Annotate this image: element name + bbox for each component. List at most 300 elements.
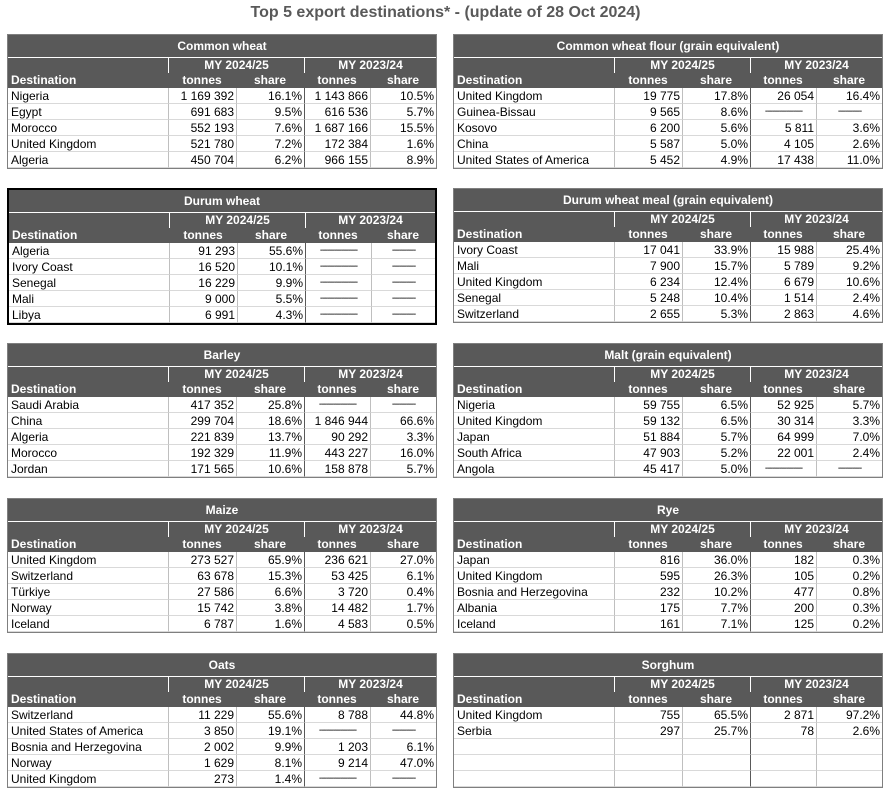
header-tonnes: tonnes	[169, 228, 237, 243]
header-my-prev: MY 2023/24	[305, 213, 435, 228]
tonnes-current-cell: 19 775	[614, 88, 682, 104]
panel-title: Oats	[8, 654, 436, 677]
destination-cell: Norway	[8, 600, 168, 616]
tonnes-current-cell: 2 002	[168, 739, 236, 755]
tonnes-prev-cell: 15 988	[750, 242, 816, 258]
tonnes-current-cell: 9 000	[169, 291, 237, 307]
share-current-cell: 5.2%	[682, 445, 750, 461]
destination-cell: Iceland	[454, 616, 614, 632]
share-prev-cell: 3.3%	[816, 413, 882, 429]
header-my-current: MY 2024/25	[614, 522, 750, 537]
empty-cell	[816, 739, 882, 755]
share-prev-dash: ----------	[370, 723, 436, 739]
share-prev-cell: 0.3%	[816, 600, 882, 616]
header-my-prev: MY 2023/24	[304, 58, 436, 73]
tonnes-current-cell: 192 329	[168, 445, 236, 461]
share-prev-cell: 7.0%	[816, 429, 882, 445]
share-prev-cell: 25.4%	[816, 242, 882, 258]
tonnes-current-cell: 6 234	[614, 274, 682, 290]
share-prev-cell: 0.5%	[370, 616, 436, 632]
destination-cell: Switzerland	[454, 306, 614, 322]
header-spacer	[454, 367, 614, 382]
panel-title: Sorghum	[454, 654, 882, 677]
panel-barley	[7, 343, 437, 478]
header-tonnes: tonnes	[750, 692, 816, 707]
header-my-prev: MY 2023/24	[750, 677, 882, 692]
header-destination: Destination	[454, 227, 614, 242]
destination-cell: Iceland	[8, 616, 168, 632]
tonnes-prev-dash: ----------------	[750, 104, 816, 120]
share-current-cell: 16.1%	[236, 88, 304, 104]
tonnes-current-cell: 232	[614, 584, 682, 600]
empty-cell	[682, 771, 750, 787]
share-prev-cell: 0.3%	[816, 552, 882, 568]
header-destination: Destination	[8, 537, 168, 552]
share-prev-cell: 4.6%	[816, 306, 882, 322]
destination-cell: Albania	[454, 600, 614, 616]
header-tonnes: tonnes	[750, 537, 816, 552]
tonnes-prev-cell: 182	[750, 552, 816, 568]
header-my-prev: MY 2023/24	[750, 58, 882, 73]
tonnes-current-cell: 691 683	[168, 104, 236, 120]
tonnes-prev-cell: 17 438	[750, 152, 816, 168]
share-current-cell: 65.9%	[236, 552, 304, 568]
share-prev-cell: 11.0%	[816, 152, 882, 168]
tonnes-current-cell: 59 755	[614, 397, 682, 413]
share-current-cell: 25.8%	[236, 397, 304, 413]
share-prev-cell: 10.5%	[370, 88, 436, 104]
panel-durum-wheat	[7, 188, 437, 325]
share-current-cell: 8.1%	[236, 755, 304, 771]
share-prev-cell: 2.4%	[816, 445, 882, 461]
panel-title: Rye	[454, 499, 882, 522]
destination-cell: United Kingdom	[454, 568, 614, 584]
share-current-cell: 5.7%	[682, 429, 750, 445]
header-my-prev: MY 2023/24	[750, 522, 882, 537]
share-current-cell: 15.3%	[236, 568, 304, 584]
tonnes-current-cell: 91 293	[169, 243, 237, 259]
destination-cell: Switzerland	[8, 707, 168, 723]
header-share: share	[236, 537, 304, 552]
share-prev-cell: 0.2%	[816, 616, 882, 632]
destination-cell: Mali	[454, 258, 614, 274]
destination-cell: United Kingdom	[8, 771, 168, 787]
panel-title: Malt (grain equivalent)	[454, 344, 882, 367]
share-current-cell: 6.6%	[236, 584, 304, 600]
header-destination: Destination	[8, 692, 168, 707]
header-spacer	[8, 522, 168, 537]
tonnes-prev-cell: 14 482	[304, 600, 370, 616]
export-table	[454, 367, 882, 477]
tonnes-current-cell: 6 991	[169, 307, 237, 323]
share-current-cell: 1.6%	[236, 616, 304, 632]
share-prev-dash: ----------	[371, 307, 435, 323]
header-tonnes: tonnes	[304, 537, 370, 552]
tonnes-current-cell: 161	[614, 616, 682, 632]
header-tonnes: tonnes	[614, 692, 682, 707]
tonnes-prev-cell: 477	[750, 584, 816, 600]
header-tonnes: tonnes	[750, 73, 816, 88]
header-share: share	[370, 537, 436, 552]
panel-rye	[453, 498, 883, 633]
destination-cell: Norway	[8, 755, 168, 771]
tonnes-prev-dash: ----------------	[304, 771, 370, 787]
tonnes-prev-cell: 1 846 944	[304, 413, 370, 429]
panel-title: Common wheat flour (grain equivalent)	[454, 35, 882, 58]
destination-cell: Türkiye	[8, 584, 168, 600]
share-current-cell: 6.5%	[682, 397, 750, 413]
share-current-cell: 9.5%	[236, 104, 304, 120]
tonnes-prev-dash: ----------------	[304, 397, 370, 413]
tonnes-current-cell: 755	[614, 707, 682, 723]
export-table	[8, 522, 436, 632]
destination-cell: Bosnia and Herzegovina	[454, 584, 614, 600]
share-prev-cell: 16.4%	[816, 88, 882, 104]
header-spacer	[8, 58, 168, 73]
share-prev-cell: 2.4%	[816, 290, 882, 306]
tonnes-current-cell: 552 193	[168, 120, 236, 136]
share-prev-cell: 0.8%	[816, 584, 882, 600]
share-prev-cell: 3.6%	[816, 120, 882, 136]
tonnes-prev-cell: 616 536	[304, 104, 370, 120]
header-share: share	[682, 73, 750, 88]
share-prev-cell: 2.6%	[816, 136, 882, 152]
header-share: share	[236, 73, 304, 88]
tonnes-current-cell: 5 248	[614, 290, 682, 306]
header-my-prev: MY 2023/24	[304, 367, 436, 382]
destination-cell: Libya	[9, 307, 169, 323]
header-share: share	[236, 692, 304, 707]
export-table	[8, 367, 436, 477]
tonnes-prev-cell: 3 720	[304, 584, 370, 600]
tonnes-current-cell: 5 587	[614, 136, 682, 152]
destination-cell: Kosovo	[454, 120, 614, 136]
tonnes-current-cell: 45 417	[614, 461, 682, 477]
tonnes-current-cell: 17 041	[614, 242, 682, 258]
header-share: share	[682, 227, 750, 242]
export-table	[8, 677, 436, 787]
panel-title: Common wheat	[8, 35, 436, 58]
destination-cell: Jordan	[8, 461, 168, 477]
export-table	[454, 677, 882, 787]
share-current-cell: 3.8%	[236, 600, 304, 616]
panel-durum-wheat-meal-grain-equivalent	[453, 188, 883, 323]
share-current-cell: 10.1%	[237, 259, 305, 275]
destination-cell: China	[8, 413, 168, 429]
share-current-cell: 7.2%	[236, 136, 304, 152]
tonnes-current-cell: 450 704	[168, 152, 236, 168]
header-share: share	[816, 537, 882, 552]
header-tonnes: tonnes	[304, 73, 370, 88]
header-my-current: MY 2024/25	[168, 677, 304, 692]
header-tonnes: tonnes	[304, 692, 370, 707]
destination-cell: Japan	[454, 552, 614, 568]
tonnes-current-cell: 11 229	[168, 707, 236, 723]
tonnes-current-cell: 417 352	[168, 397, 236, 413]
tonnes-prev-cell: 1 203	[304, 739, 370, 755]
tonnes-current-cell: 27 586	[168, 584, 236, 600]
tonnes-current-cell: 9 565	[614, 104, 682, 120]
tonnes-current-cell: 7 900	[614, 258, 682, 274]
empty-cell	[750, 755, 816, 771]
share-prev-dash: ----------	[816, 104, 882, 120]
header-tonnes: tonnes	[614, 537, 682, 552]
header-destination: Destination	[8, 382, 168, 397]
tonnes-prev-dash: ----------------	[305, 291, 371, 307]
panel-oats	[7, 653, 437, 788]
tonnes-prev-cell: 1 687 166	[304, 120, 370, 136]
tonnes-prev-cell: 105	[750, 568, 816, 584]
tonnes-current-cell: 175	[614, 600, 682, 616]
tonnes-prev-dash: ----------------	[304, 723, 370, 739]
tonnes-prev-cell: 172 384	[304, 136, 370, 152]
tonnes-prev-cell: 158 878	[304, 461, 370, 477]
share-current-cell: 10.4%	[682, 290, 750, 306]
header-my-current: MY 2024/25	[168, 367, 304, 382]
tonnes-prev-cell: 52 925	[750, 397, 816, 413]
header-destination: Destination	[8, 73, 168, 88]
share-prev-cell: 5.7%	[816, 397, 882, 413]
panel-common-wheat	[7, 34, 437, 169]
header-tonnes: tonnes	[614, 73, 682, 88]
share-current-cell: 5.6%	[682, 120, 750, 136]
tonnes-prev-cell: 26 054	[750, 88, 816, 104]
tonnes-current-cell: 1 629	[168, 755, 236, 771]
destination-cell: Angola	[454, 461, 614, 477]
header-tonnes: tonnes	[305, 228, 371, 243]
destination-cell: Japan	[454, 429, 614, 445]
panel-title: Barley	[8, 344, 436, 367]
tonnes-current-cell: 6 787	[168, 616, 236, 632]
destination-cell: Saudi Arabia	[8, 397, 168, 413]
header-tonnes: tonnes	[614, 227, 682, 242]
destination-cell: Morocco	[8, 120, 168, 136]
share-current-cell: 10.6%	[236, 461, 304, 477]
share-current-cell: 4.3%	[237, 307, 305, 323]
tonnes-current-cell: 2 655	[614, 306, 682, 322]
header-destination: Destination	[454, 73, 614, 88]
export-table	[454, 58, 882, 168]
destination-cell: United Kingdom	[454, 88, 614, 104]
tonnes-prev-dash: ----------------	[305, 307, 371, 323]
header-share: share	[371, 228, 435, 243]
header-share: share	[816, 692, 882, 707]
empty-cell	[614, 771, 682, 787]
share-current-cell: 5.3%	[682, 306, 750, 322]
header-my-current: MY 2024/25	[614, 58, 750, 73]
share-prev-cell: 15.5%	[370, 120, 436, 136]
share-current-cell: 8.6%	[682, 104, 750, 120]
destination-cell: Algeria	[8, 152, 168, 168]
tonnes-prev-cell: 6 679	[750, 274, 816, 290]
empty-cell	[816, 771, 882, 787]
panel-title: Durum wheat meal (grain equivalent)	[454, 189, 882, 212]
share-prev-cell: 5.7%	[370, 461, 436, 477]
share-current-cell: 10.2%	[682, 584, 750, 600]
share-prev-cell: 44.8%	[370, 707, 436, 723]
header-spacer	[8, 677, 168, 692]
share-current-cell: 11.9%	[236, 445, 304, 461]
empty-cell	[750, 771, 816, 787]
share-prev-cell: 10.6%	[816, 274, 882, 290]
header-spacer	[454, 212, 614, 227]
tonnes-prev-cell: 443 227	[304, 445, 370, 461]
header-tonnes: tonnes	[614, 382, 682, 397]
tonnes-prev-dash: ----------------	[305, 275, 371, 291]
tonnes-current-cell: 171 565	[168, 461, 236, 477]
share-current-cell: 7.1%	[682, 616, 750, 632]
tonnes-prev-cell: 22 001	[750, 445, 816, 461]
panel-sorghum	[453, 653, 883, 788]
tonnes-prev-cell: 30 314	[750, 413, 816, 429]
share-prev-cell: 16.0%	[370, 445, 436, 461]
share-current-cell: 5.0%	[682, 461, 750, 477]
destination-cell: Guinea-Bissau	[454, 104, 614, 120]
destination-cell: Mali	[9, 291, 169, 307]
tonnes-prev-cell: 125	[750, 616, 816, 632]
export-table	[9, 213, 435, 323]
destination-cell: Nigeria	[454, 397, 614, 413]
header-share: share	[682, 382, 750, 397]
tonnes-prev-cell: 2 863	[750, 306, 816, 322]
empty-cell	[682, 739, 750, 755]
page-title: Top 5 export destinations* - (update of 28 Oct 2024)	[250, 4, 641, 21]
share-prev-dash: ----------	[370, 397, 436, 413]
header-share: share	[370, 692, 436, 707]
header-my-prev: MY 2023/24	[750, 212, 882, 227]
share-current-cell: 65.5%	[682, 707, 750, 723]
empty-cell	[454, 755, 614, 771]
share-prev-cell: 97.2%	[816, 707, 882, 723]
empty-cell	[614, 739, 682, 755]
share-current-cell: 17.8%	[682, 88, 750, 104]
destination-cell: Morocco	[8, 445, 168, 461]
header-my-prev: MY 2023/24	[750, 367, 882, 382]
header-tonnes: tonnes	[304, 382, 370, 397]
header-my-current: MY 2024/25	[168, 522, 304, 537]
share-prev-cell: 0.2%	[816, 568, 882, 584]
share-current-cell: 26.3%	[682, 568, 750, 584]
header-destination: Destination	[9, 228, 169, 243]
panel-maize	[7, 498, 437, 633]
destination-cell: Egypt	[8, 104, 168, 120]
tonnes-current-cell: 521 780	[168, 136, 236, 152]
destination-cell: Senegal	[9, 275, 169, 291]
share-current-cell: 9.9%	[236, 739, 304, 755]
empty-cell	[454, 739, 614, 755]
share-current-cell: 4.9%	[682, 152, 750, 168]
header-my-current: MY 2024/25	[614, 677, 750, 692]
header-my-prev: MY 2023/24	[304, 522, 436, 537]
share-prev-cell: 47.0%	[370, 755, 436, 771]
empty-cell	[682, 755, 750, 771]
header-share: share	[682, 537, 750, 552]
tonnes-prev-cell: 200	[750, 600, 816, 616]
header-spacer	[454, 677, 614, 692]
destination-cell: Serbia	[454, 723, 614, 739]
panel-common-wheat-flour-grain-equivalent	[453, 34, 883, 169]
panel-malt-grain-equivalent	[453, 343, 883, 478]
header-share: share	[370, 73, 436, 88]
tonnes-prev-cell: 2 871	[750, 707, 816, 723]
share-current-cell: 36.0%	[682, 552, 750, 568]
share-prev-dash: ----------	[371, 243, 435, 259]
tonnes-current-cell: 16 229	[169, 275, 237, 291]
share-prev-cell: 5.7%	[370, 104, 436, 120]
share-prev-cell: 1.6%	[370, 136, 436, 152]
header-destination: Destination	[454, 537, 614, 552]
share-prev-cell: 1.7%	[370, 600, 436, 616]
header-spacer	[454, 522, 614, 537]
share-current-cell: 33.9%	[682, 242, 750, 258]
header-my-prev: MY 2023/24	[304, 677, 436, 692]
header-share: share	[816, 73, 882, 88]
export-table	[8, 58, 436, 168]
destination-cell: South Africa	[454, 445, 614, 461]
empty-cell	[750, 739, 816, 755]
share-current-cell: 13.7%	[236, 429, 304, 445]
share-prev-cell: 2.6%	[816, 723, 882, 739]
share-current-cell: 55.6%	[237, 243, 305, 259]
share-prev-dash: ----------	[371, 275, 435, 291]
empty-cell	[816, 755, 882, 771]
destination-cell: Nigeria	[8, 88, 168, 104]
share-current-cell: 12.4%	[682, 274, 750, 290]
share-prev-cell: 3.3%	[370, 429, 436, 445]
destination-cell: Senegal	[454, 290, 614, 306]
tonnes-current-cell: 6 200	[614, 120, 682, 136]
header-spacer	[454, 58, 614, 73]
share-current-cell: 5.0%	[682, 136, 750, 152]
share-current-cell: 7.7%	[682, 600, 750, 616]
destination-cell: United Kingdom	[8, 136, 168, 152]
tonnes-prev-cell: 8 788	[304, 707, 370, 723]
destination-cell: United States of America	[8, 723, 168, 739]
destination-cell: United Kingdom	[454, 413, 614, 429]
destination-cell: United Kingdom	[454, 274, 614, 290]
export-table	[454, 522, 882, 632]
tonnes-prev-cell: 236 621	[304, 552, 370, 568]
tonnes-prev-dash: ----------------	[750, 461, 816, 477]
header-tonnes: tonnes	[168, 73, 236, 88]
destination-cell: Bosnia and Herzegovina	[8, 739, 168, 755]
tonnes-current-cell: 15 742	[168, 600, 236, 616]
tonnes-prev-cell: 90 292	[304, 429, 370, 445]
tonnes-current-cell: 297	[614, 723, 682, 739]
tonnes-prev-cell: 9 214	[304, 755, 370, 771]
tonnes-prev-cell: 78	[750, 723, 816, 739]
tonnes-current-cell: 51 884	[614, 429, 682, 445]
tonnes-current-cell: 273 527	[168, 552, 236, 568]
header-share: share	[237, 228, 305, 243]
destination-cell: Ivory Coast	[454, 242, 614, 258]
destination-cell: United Kingdom	[454, 707, 614, 723]
header-tonnes: tonnes	[168, 537, 236, 552]
tonnes-prev-cell: 1 143 866	[304, 88, 370, 104]
header-tonnes: tonnes	[168, 382, 236, 397]
share-prev-cell: 9.2%	[816, 258, 882, 274]
tonnes-current-cell: 47 903	[614, 445, 682, 461]
tonnes-current-cell: 299 704	[168, 413, 236, 429]
share-current-cell: 7.6%	[236, 120, 304, 136]
share-current-cell: 15.7%	[682, 258, 750, 274]
empty-cell	[614, 755, 682, 771]
tonnes-prev-cell: 1 514	[750, 290, 816, 306]
destination-cell: Algeria	[8, 429, 168, 445]
tonnes-prev-cell: 4 583	[304, 616, 370, 632]
tonnes-current-cell: 16 520	[169, 259, 237, 275]
tonnes-prev-cell: 4 105	[750, 136, 816, 152]
